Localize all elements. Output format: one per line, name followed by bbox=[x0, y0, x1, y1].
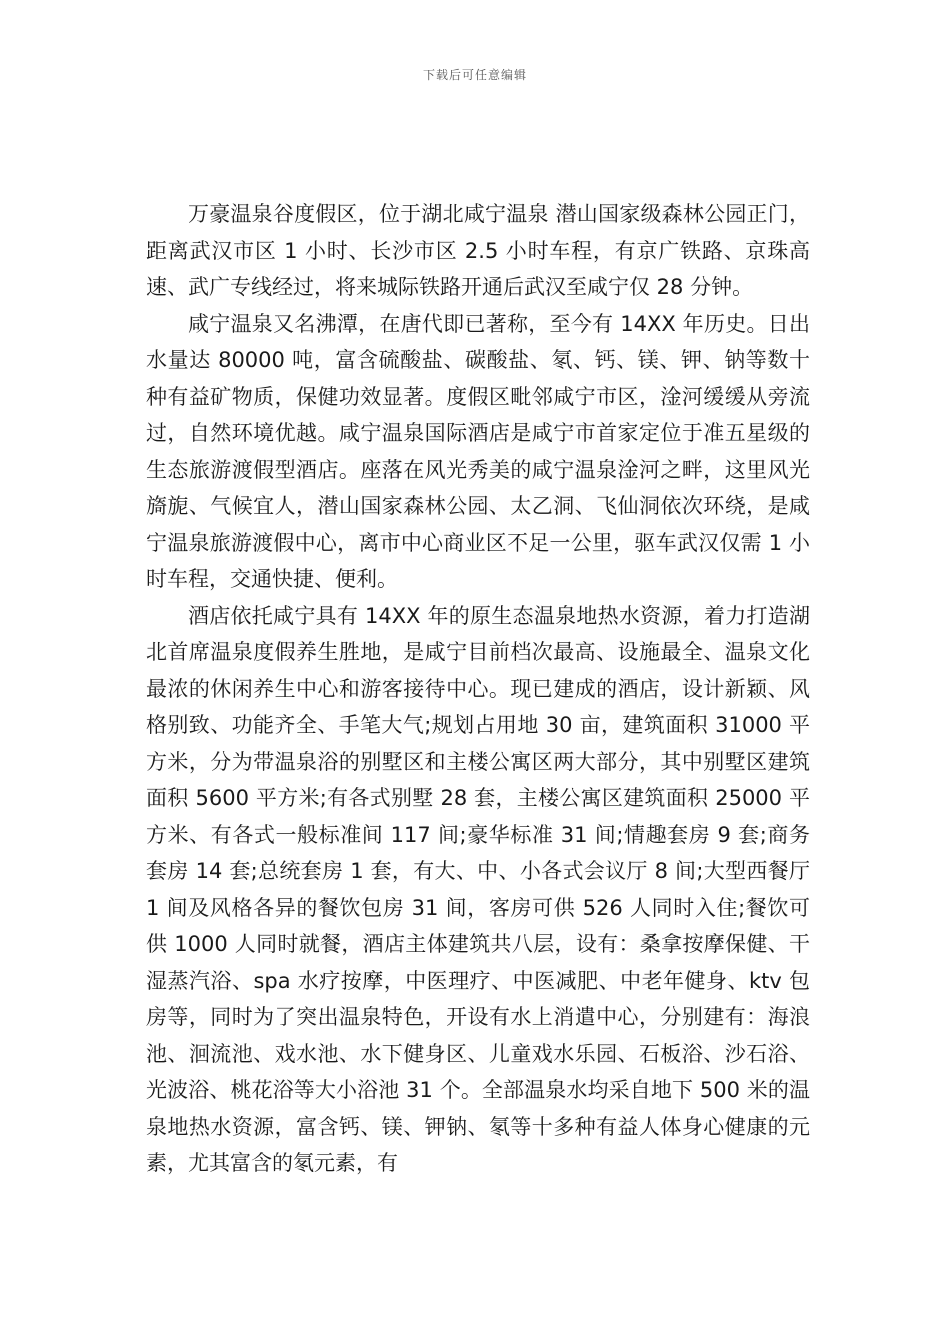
document-body bbox=[146, 196, 810, 1182]
paragraph-3: 酒店依托咸宁具有 14XX 年的原生态温泉地热水资源，着力打造湖北首席温泉度假养生胜地，是咸宁目前档次最高、设施最全、温泉文化最浓的休闲养生中心和游客接待中心。现已建成的酒店，设计新颖、风格别致、功能齐全、手笔大气;规划占用地 30 亩，建筑面积 31000 平方米，分为带温泉浴的别墅区和主楼公寓区两大部分，其中别墅区建筑面积 5600 平方米;有各式别墅 28 套，主楼公寓区建筑面积 25000 平方米、有各式一般标准间 117 间;豪华标准 31 间;情趣套房 9 套;商务套房 14 套;总统套房 1 套，有大、中、小各式会议厅 8 间;大型西餐厅 1 间及风格各异的餐饮包房 31 间，客房可供 526 人同时入住;餐饮可供 1000 人同时就餐，酒店主体建筑共八层，设有：桑拿按摩保健、干湿蒸汽浴、spa 水疗按摩，中医理疗、中医减肥、中老年健身、ktv 包房等，同时为了突出温泉特色，开设有水上消遣中心，分别建有：海浪池、洄流池、戏水池、水下健身区、儿童戏水乐园、石板浴、沙石浴、光波浴、桃花浴等大小浴池 31 个。全部温泉水均采自地下 500 米的温泉地热水资源，富含钙、镁、钾钠、氡等十多种有益人体身心健康的元素，尤其富含的氡元素，有 bbox=[146, 603, 810, 1175]
page-header: 下载后可任意编辑 bbox=[422, 68, 527, 82]
paragraph-2: 咸宁温泉又名沸潭，在唐代即已著称，至今有 14XX 年历史。日出水量达 80000 吨，富含硫酸盐、碳酸盐、氡、钙、镁、钾、钠等数十种有益矿物质，保健功效显著。度假区毗邻咸宁市区，淦河缓缓从旁流过，自然环境优越。咸宁温泉国际酒店是咸宁市首家定位于准五星级的生态旅游渡假型酒店。座落在风光秀美的咸宁温泉淦河之畔，这里风光旖旎、气候宜人，潜山国家森林公园、太乙洞、飞仙洞依次环绕，是咸宁温泉旅游渡假中心，离市中心商业区不足一公里，驱车武汉仅需 1 小时车程，交通快捷、便利。 bbox=[146, 311, 810, 591]
paragraph-1: 万豪温泉谷度假区，位于湖北咸宁温泉 潜山国家级森林公园正门，距离武汉市区 1 小时、长沙市区 2.5 小时车程，有京广铁路、京珠高速、武广专线经过，将来城际铁路开通后武汉至咸宁仅 28 分钟。 bbox=[146, 202, 810, 299]
